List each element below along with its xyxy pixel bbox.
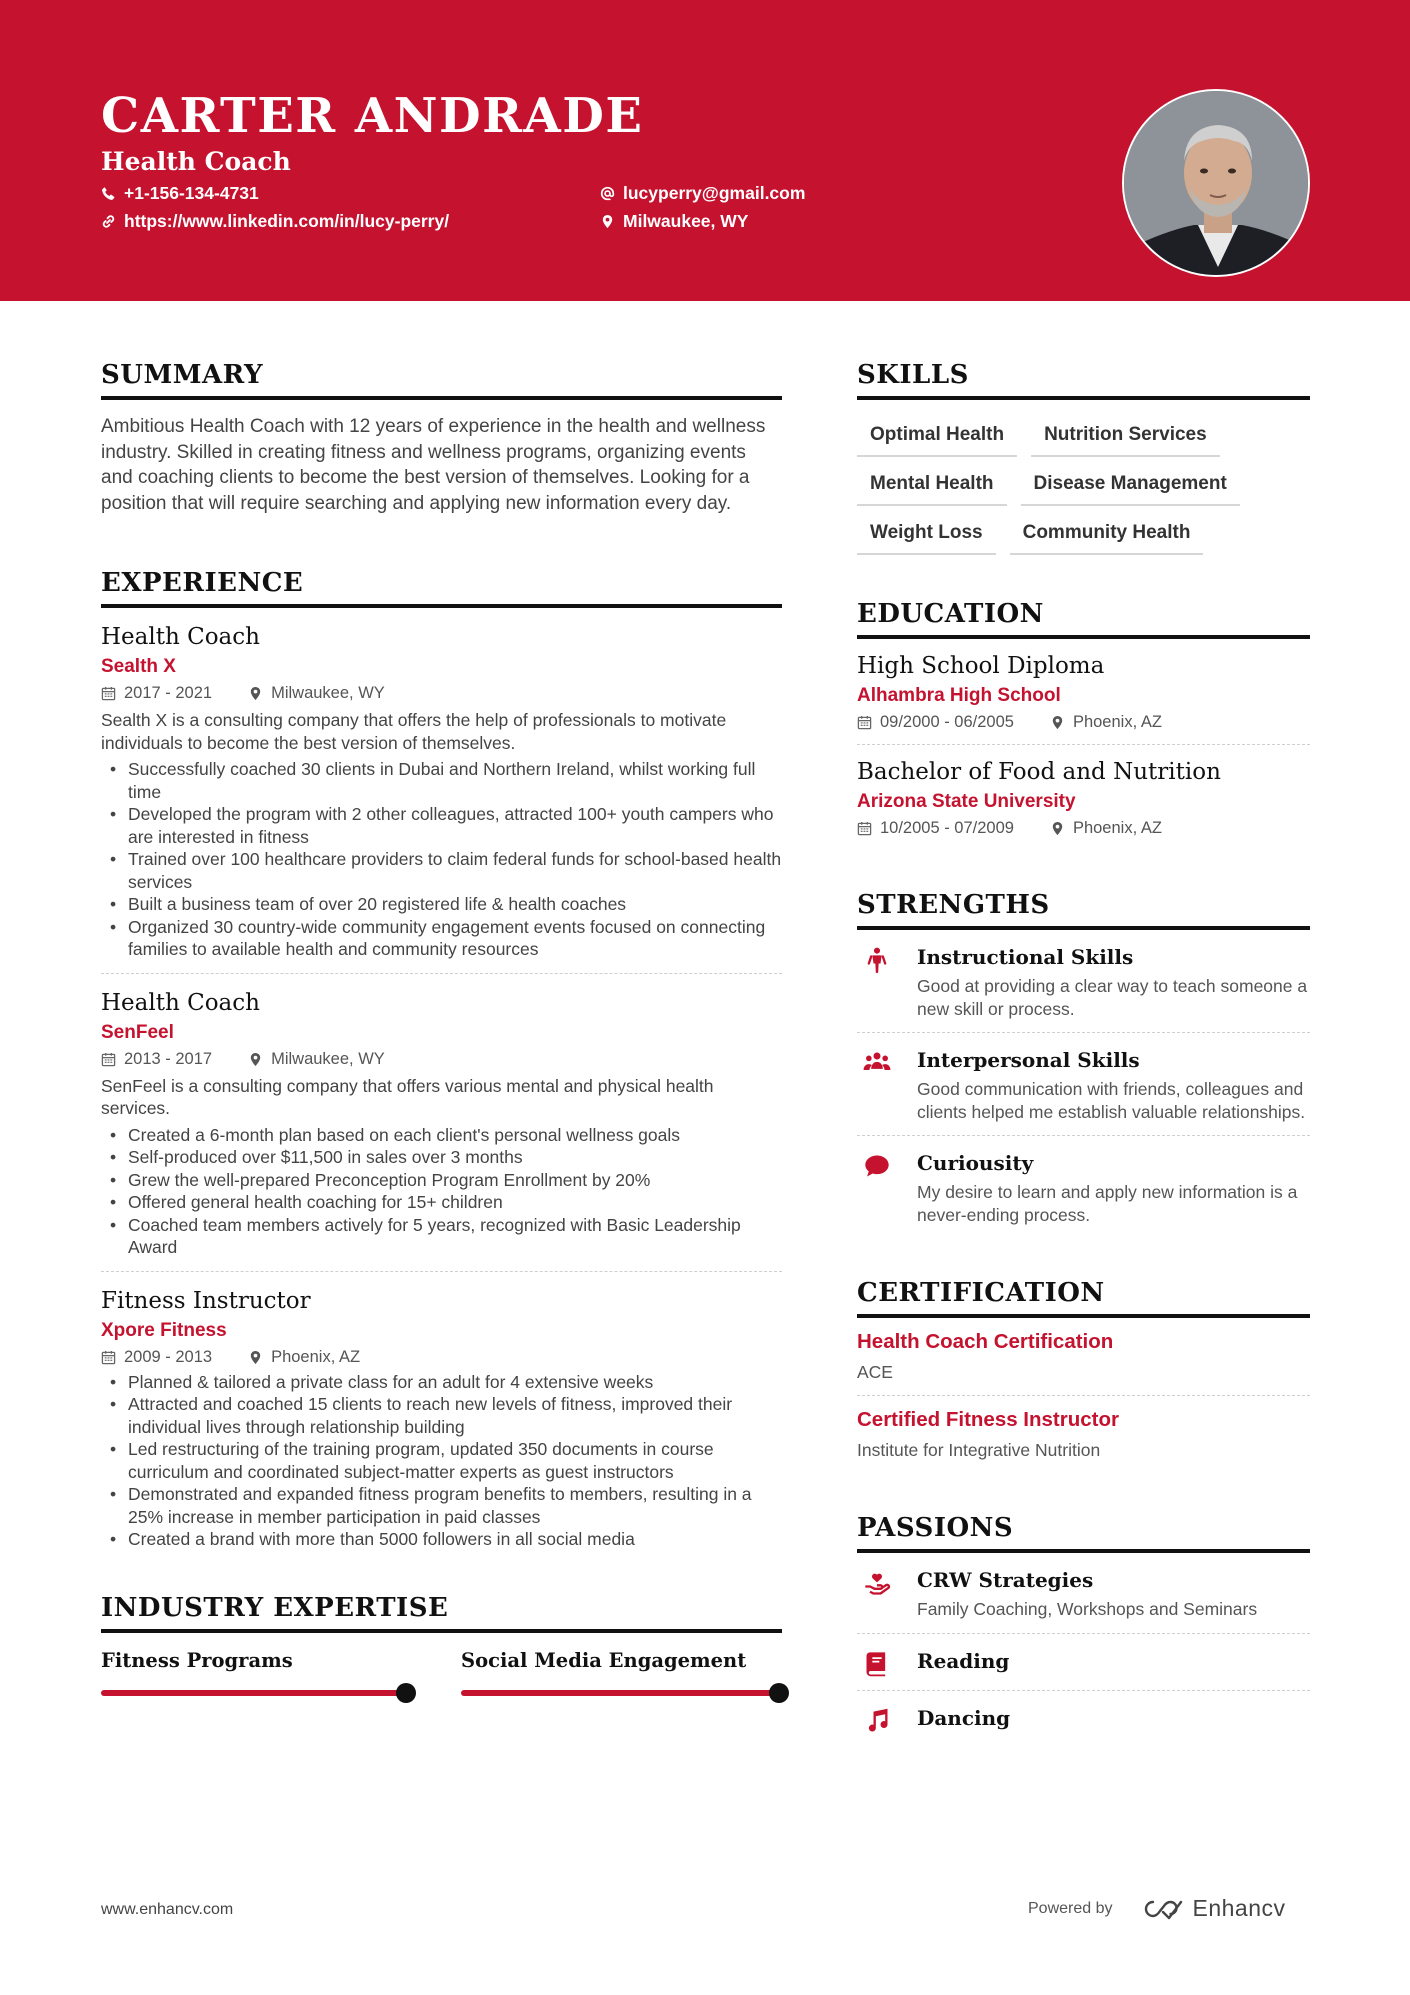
expertise-item [461,1649,779,1704]
strength-title: Curiousity [917,1151,1034,1175]
job-location: Milwaukee, WY [271,1049,385,1068]
location-pin-icon [600,214,615,229]
passion-title: Dancing [917,1705,1011,1730]
bullet-item: • Grew the well-prepared Preconception Program Enrollment by 20% [101,1169,782,1192]
calendar-icon [101,1350,116,1365]
location-pin-icon [248,686,263,701]
profile-photo [1122,89,1310,277]
at-icon [600,186,615,201]
job-dates: 2017 - 2021 [124,684,213,702]
job-location: Milwaukee, WY [271,684,385,702]
summary-heading: SUMMARY [101,360,782,400]
location-contact [600,211,748,232]
linkedin-contact[interactable] [101,211,449,232]
bullet-item: • Created a brand with more than 5000 followers in all social media [101,1528,782,1551]
skill-tag: Community Health [1010,518,1204,555]
calendar-icon [101,686,116,701]
email-contact[interactable] [600,183,805,204]
person-icon [863,946,891,974]
experience-item [101,1286,782,1563]
strength-item [857,1033,1310,1136]
strength-item [857,1136,1310,1238]
company-name: Xpore Fitness [101,1319,227,1341]
certification-section [857,1278,1310,1473]
passions-heading: PASSIONS [857,1513,1310,1553]
degree-title: High School Diploma [857,653,1105,679]
speech-bubble-icon [863,1152,891,1180]
expertise-track [101,1690,406,1696]
skill-tag: Disease Management [1021,469,1240,506]
degree-title: Bachelor of Food and Nutrition [857,759,1221,785]
experience-item [101,988,782,1272]
bullet-item: • Created a 6-month plan based on each client's personal wellness goals [101,1124,782,1147]
linkedin-text: https://www.linkedin.com/in/lucy-perry/ [124,211,450,231]
education-location: Phoenix, AZ [1072,713,1162,731]
job-description: Sealth X is a consulting company that offers the help of professionals to motivate individuals to become the best version of themselves. [101,710,727,753]
location-pin-icon [1050,821,1065,836]
candidate-title: Health Coach [101,147,291,176]
music-note-icon [863,1707,891,1735]
expertise-label: Fitness Programs [101,1648,293,1672]
book-icon [863,1650,891,1678]
passion-description: Family Coaching, Workshops and Seminars [917,1599,1258,1619]
footer-website[interactable]: www.enhancv.com [101,1901,234,1918]
summary-section [101,360,782,516]
education-meta [857,819,1310,838]
education-item [857,651,1310,745]
calendar-icon [857,821,872,836]
hand-heart-icon [863,1569,891,1597]
passion-item [857,1634,1310,1691]
education-location: Phoenix, AZ [1072,819,1162,837]
phone-contact[interactable] [101,183,259,204]
left-column [101,360,782,1704]
strengths-heading: STRENGTHS [857,890,1310,930]
strengths-section [857,890,1310,1238]
strength-description: My desire to learn and apply new information is a never-ending process. [917,1182,1298,1225]
job-dates: 2009 - 2013 [124,1347,213,1366]
bullet-item: • Attracted and coached 15 clients to reach new levels of fitness, improved their individual lives through relationship building [101,1393,782,1438]
industry-expertise-heading: INDUSTRY EXPERTISE [101,1593,782,1633]
passions-section [857,1513,1310,1747]
certification-item [857,1396,1310,1473]
calendar-icon [857,715,872,730]
skill-tag: Weight Loss [857,518,996,555]
candidate-name: CARTER ANDRADE [101,88,644,144]
certification-issuer: ACE [857,1362,893,1382]
bullet-item: • Planned & tailored a private class for an adult for 4 extensive weeks [101,1371,782,1394]
group-icon [863,1049,891,1077]
powered-by-text: Powered by [1028,1899,1113,1917]
calendar-icon [101,1052,116,1067]
location-pin-icon [1050,715,1065,730]
expertise-item [101,1649,419,1704]
expertise-level-bar [461,1682,779,1704]
summary-text: Ambitious Health Coach with 12 years of experience in the health and wellness industry. Skilled in creating fitness and wellness programs, organizing events and coaching clients to become the best version of themselves. Looking for a position that will require searching and applying new information every day. [101,416,766,514]
certification-title: Health Coach Certification [857,1330,1114,1353]
job-dates: 2013 - 2017 [124,1049,213,1068]
enhancv-logo-icon [1139,1898,1185,1920]
footer-branding [1028,1895,1286,1922]
job-bullets [101,758,782,961]
expertise-label: Social Media Engagement [461,1648,747,1672]
bullet-item: • Led restructuring of the training program, updated 350 documents in course curriculum and coordinated subject-matter experts as guest instructors [101,1438,782,1483]
education-heading: EDUCATION [857,599,1310,639]
experience-item [101,622,782,974]
bullet-item: • Developed the program with 2 other colleagues, attracted 100+ youth campers who are interested in fitness [101,803,782,848]
expertise-level-bar [101,1682,419,1704]
job-location: Phoenix, AZ [271,1347,361,1366]
bullet-item: • Coached team members actively for 5 years, recognized with Basic Leadership Award [101,1214,782,1259]
strength-item [857,930,1310,1033]
job-description: SenFeel is a consulting company that offers various mental and physical health services. [101,1075,714,1118]
bullet-item: • Demonstrated and expanded fitness program benefits to members, resulting in a 25% increase in member participation in paid classes [101,1483,782,1528]
bullet-item: • Built a business team of over 20 registered life & health coaches [101,893,782,916]
job-meta [101,1348,782,1367]
education-dates: 10/2005 - 07/2009 [880,819,1014,837]
bullet-item: • Offered general health coaching for 15+ children [101,1191,782,1214]
expertise-track [461,1690,779,1696]
certification-issuer: Institute for Integrative Nutrition [857,1440,1101,1460]
location-pin-icon [248,1350,263,1365]
job-bullets [101,1371,782,1551]
company-name: Sealth X [101,656,176,677]
expertise-level-dot [769,1683,789,1703]
email-text: lucyperry@gmail.com [623,183,806,203]
school-name: Alhambra High School [857,685,1061,706]
bullet-item: • Trained over 100 healthcare providers to claim federal funds for school-based health services [101,848,782,893]
strength-description: Good communication with friends, colleagues and clients helped me establish valuable relationships. [917,1079,1306,1122]
skill-tag: Mental Health [857,469,1007,506]
school-name: Arizona State University [857,791,1076,812]
education-meta [857,713,1310,732]
skill-tag: Nutrition Services [1031,420,1220,457]
passion-item [857,1553,1310,1634]
header-banner [0,0,1410,301]
job-title: Health Coach [101,989,260,1016]
job-title: Health Coach [101,624,260,650]
education-dates: 09/2000 - 06/2005 [880,713,1014,731]
strength-title: Instructional Skills [917,945,1134,969]
skills-heading: SKILLS [857,360,1310,400]
skill-tag: Optimal Health [857,420,1017,457]
experience-section [101,568,782,1563]
job-bullets [101,1124,782,1259]
strength-description: Good at providing a clear way to teach someone a new skill or process. [917,976,1308,1019]
company-name: SenFeel [101,1021,174,1043]
bullet-item: • Self-produced over $11,500 in sales over 3 months [101,1146,782,1169]
enhancv-logo[interactable] [1139,1895,1286,1922]
job-meta [101,684,782,703]
phone-text: +1-156-134-4731 [124,183,259,203]
passion-title: CRW Strategies [917,1568,1094,1592]
bullet-item: • Successfully coached 30 clients in Dubai and Northern Ireland, whilst working full time [101,758,782,803]
certification-title: Certified Fitness Instructor [857,1408,1119,1431]
job-meta [101,1050,782,1069]
industry-expertise-section [101,1593,782,1704]
phone-icon [101,186,116,201]
skills-section [857,360,1310,555]
education-section [857,599,1310,850]
certification-heading: CERTIFICATION [857,1278,1310,1318]
passion-title: Reading [917,1648,1010,1673]
location-text: Milwaukee, WY [623,211,749,231]
strength-title: Interpersonal Skills [917,1048,1140,1072]
education-item [857,757,1310,850]
brand-name: Enhancv [1192,1895,1286,1921]
certification-item [857,1318,1310,1396]
location-pin-icon [248,1052,263,1067]
job-title: Fitness Instructor [101,1287,311,1314]
passion-item [857,1691,1310,1747]
expertise-level-dot [396,1683,416,1703]
experience-heading: EXPERIENCE [101,568,782,608]
bullet-item: • Organized 30 country-wide community engagement events focused on connecting families to available health and community resources [101,916,782,961]
right-column [857,360,1310,1747]
link-icon [101,214,116,229]
